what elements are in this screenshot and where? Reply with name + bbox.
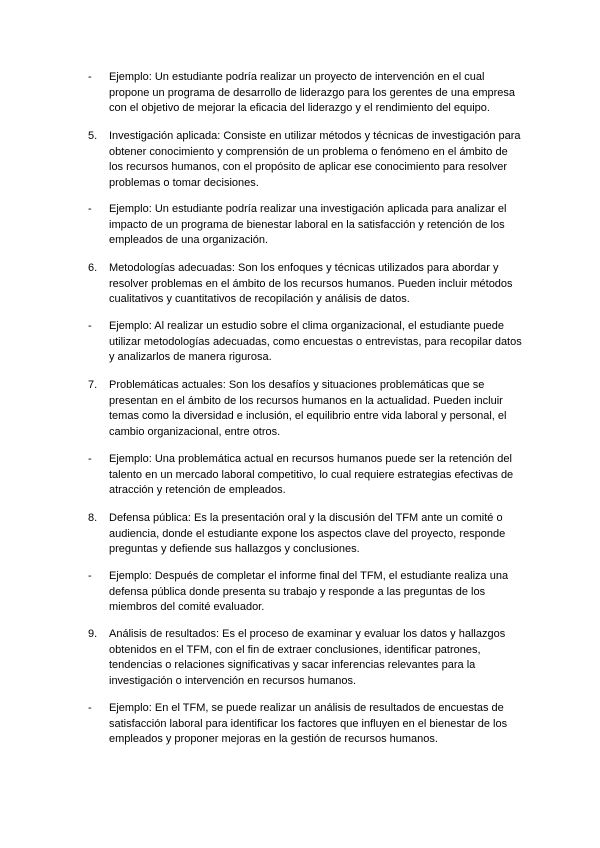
dash-marker: - <box>88 570 92 582</box>
item-text <box>109 452 528 499</box>
list-item-8 <box>88 511 528 558</box>
item-text <box>109 378 528 440</box>
item-text <box>109 202 528 249</box>
dash-marker: - <box>88 453 92 465</box>
example-item <box>88 701 528 748</box>
list-number: 8. <box>88 512 98 524</box>
list-number: 9. <box>88 628 98 640</box>
text-line: Metodologías adecuadas: Son los enfoques y técnicas utilizados para abordar y <box>109 262 499 274</box>
list-number: 5. <box>88 130 98 142</box>
dash-marker: - <box>88 71 92 83</box>
text-line: Problemáticas actuales: Son los desafíos y situaciones problemáticas que se <box>109 379 485 391</box>
text-line: obtenidos en el TFM, con el fin de extraer conclusiones, identificar patrones, <box>109 643 481 656</box>
text-line: Ejemplo: Al realizar un estudio sobre el clima organizacional, el estudiante puede <box>109 320 505 332</box>
text-line: tendencias o relaciones significativas y sacar inferencias relevantes para la <box>109 659 476 671</box>
text-line: empleados de una organización. <box>109 234 269 246</box>
text-line: Ejemplo: En el TFM, se puede realizar un análisis de resultados de encuestas de <box>109 702 504 714</box>
list-number: 7. <box>88 379 98 391</box>
text-line: obtener conocimiento y comprensión de un problema o fenómeno en el ámbito de <box>109 145 508 158</box>
text-line: problemas o tomar decisiones. <box>109 176 259 189</box>
list-item-9 <box>88 627 528 689</box>
list-item-6 <box>88 261 528 308</box>
example-item <box>88 202 528 249</box>
list-item-7 <box>88 378 528 440</box>
item-text <box>109 701 528 748</box>
text-line: cualitativos y cuantitativos de recopilación y análisis de datos. <box>109 293 410 305</box>
text-line: Ejemplo: Después de completar el informe final del TFM, el estudiante realiza una <box>109 570 509 582</box>
dash-marker: - <box>88 320 92 332</box>
text-line: empleados y proponer mejoras en la gestión de recursos humanos. <box>109 733 438 745</box>
list-item-5 <box>88 129 528 191</box>
text-line: Defensa pública: Es la presentación oral y la discusión del TFM ante un comité o <box>109 512 503 524</box>
text-line: Análisis de resultados: Es el proceso de examinar y evaluar los datos y hallazgos <box>109 628 506 640</box>
example-item <box>88 70 528 117</box>
text-line: impacto de un programa de bienestar laboral en la satisfacción y retención de los <box>109 218 505 231</box>
text-line: atracción y retención de empleados. <box>109 484 286 496</box>
text-line: investigación o intervención en recursos humanos. <box>109 674 357 687</box>
example-item <box>88 319 528 366</box>
text-line: audiencia, donde el estudiante expone los aspectos clave del proyecto, responde <box>109 527 506 540</box>
example-item <box>88 569 528 616</box>
list-number: 6. <box>88 262 98 274</box>
text-line: cambio organizacional, entre otros. <box>109 425 281 438</box>
text-line: presentan en el ámbito de los recursos humanos en la actualidad. Pueden incluir <box>109 394 503 407</box>
text-line: con el objetivo de mejorar la eficacia del liderazgo y el rendimiento del equipo. <box>109 102 490 114</box>
text-line: talento en un mercado laboral competitivo, lo cual requiere estrategias efectivas de <box>109 468 514 481</box>
text-line: resolver problemas en el ámbito de los recursos humanos. Pueden incluir métodos <box>109 277 513 290</box>
text-line: satisfacción laboral para identificar los factores que influyen en el bienestar de los <box>109 717 508 730</box>
text-line: preguntas y defiende sus hallazgos y conclusiones. <box>109 543 360 555</box>
item-text <box>109 129 528 191</box>
text-line: Ejemplo: Una problemática actual en recursos humanos puede ser la retención del <box>109 453 512 465</box>
dash-marker: - <box>88 702 92 714</box>
text-line: temas como la diversidad e inclusión, el equilibrio entre vida laboral y personal, el <box>109 410 507 422</box>
text-line: miembros del comité evaluador. <box>109 601 265 613</box>
item-text <box>109 70 528 117</box>
text-line: utilizar metodologías adecuadas, como encuestas o entrevistas, para recopilar datos <box>109 335 522 348</box>
item-text <box>109 319 528 366</box>
text-line: los recursos humanos, con el propósito de aplicar ese conocimiento para resolver <box>109 161 508 173</box>
text-line: Investigación aplicada: Consiste en utilizar métodos y técnicas de investigación para <box>109 130 521 142</box>
text-line: y analizarlos de manera rigurosa. <box>109 351 272 363</box>
text-line: defensa pública donde presenta su trabajo y responde a las preguntas de los <box>109 585 486 598</box>
item-text <box>109 511 528 558</box>
text-line: Ejemplo: Un estudiante podría realizar una investigación aplicada para analizar el <box>109 203 507 215</box>
item-text <box>109 569 528 616</box>
text-line: Ejemplo: Un estudiante podría realizar un proyecto de intervención en el cual <box>109 71 485 83</box>
example-item <box>88 452 528 499</box>
dash-marker: - <box>88 203 92 215</box>
text-line: propone un programa de desarrollo de liderazgo para los gerentes de una empresa <box>109 86 516 99</box>
item-text <box>109 261 528 308</box>
item-text <box>109 627 528 689</box>
